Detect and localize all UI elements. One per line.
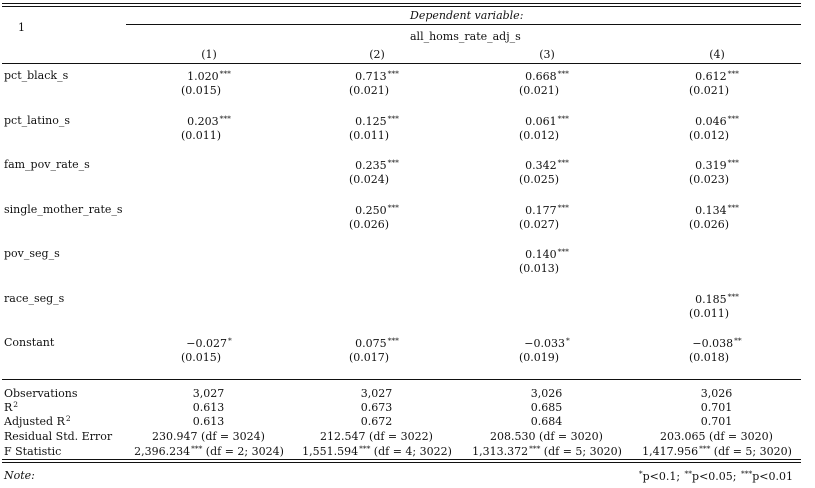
standard-error-cell: (0.025) <box>518 173 560 186</box>
standard-error-cell: (0.015) <box>180 351 222 364</box>
coefficient-cell <box>292 159 462 171</box>
standard-error-cell: (0.011) <box>348 129 390 142</box>
coefficient-value: −0.027 <box>186 337 227 350</box>
caption-rule <box>126 24 801 25</box>
standard-error-cell: (0.021) <box>688 84 730 97</box>
significance-stars: *** <box>727 158 739 167</box>
coefficient-cell <box>632 337 802 349</box>
statistic-label <box>4 387 79 399</box>
coefficient-value: 0.061 <box>525 115 557 128</box>
statistic-value: 1,417.956 <box>642 445 699 458</box>
coefficient-cell <box>292 248 462 260</box>
coefficient-cell <box>292 115 462 127</box>
statistic-label-text: F Statistic <box>4 445 62 458</box>
coefficient-value: 0.075 <box>355 337 387 350</box>
statistic-cell <box>632 415 802 427</box>
statistic-value: 0.672 <box>360 415 393 428</box>
column-header: (3) <box>539 48 555 61</box>
standard-error-cell: (0.024) <box>348 173 390 186</box>
coefficient-value: 0.185 <box>695 293 727 306</box>
standard-error-cell: (0.023) <box>688 173 730 186</box>
standard-error-cell: (0.013) <box>518 262 560 275</box>
statistic-label <box>4 445 62 457</box>
significance-stars: *** <box>727 292 739 301</box>
note-label: Note: <box>4 469 35 482</box>
statistic-value: 1,551.594 <box>302 445 359 458</box>
statistic-label-text: R <box>4 401 13 414</box>
statistic-label-text: Residual Std. Error <box>4 430 113 443</box>
column-header: (2) <box>369 48 385 61</box>
significance-stars: * <box>565 336 570 345</box>
standard-error-cell: (0.021) <box>518 84 560 97</box>
statistic-value: 0.673 <box>360 401 393 414</box>
standard-error-cell: (0.017) <box>348 351 390 364</box>
significance-stars: ** <box>734 336 742 345</box>
significance-stars: *** <box>191 444 203 453</box>
statistic-cell <box>124 415 294 427</box>
coefficient-cell <box>292 204 462 216</box>
statistic-cell <box>292 387 462 399</box>
coefficient-cell <box>632 293 802 305</box>
significance-note <box>638 470 793 482</box>
statistic-cell <box>124 387 294 399</box>
statistic-cell <box>632 445 802 457</box>
standard-error-cell: (0.026) <box>348 218 390 231</box>
row-label: race_seg_s <box>4 292 65 305</box>
statistic-df: (df = 4; 3022) <box>370 445 452 458</box>
corner-label: 1 <box>18 21 25 34</box>
statistic-value: 1,313.372 <box>472 445 529 458</box>
standard-error-cell: (0.015) <box>180 84 222 97</box>
coefficient-value: 0.342 <box>525 159 557 172</box>
statistic-label <box>4 415 71 427</box>
coefficient-cell <box>292 337 462 349</box>
coefficient-value: −0.033 <box>524 337 565 350</box>
statistic-label-superscript: 2 <box>13 400 19 409</box>
header-rule <box>2 63 801 64</box>
row-label: fam_pov_rate_s <box>4 158 90 171</box>
coefficient-cell <box>124 159 294 171</box>
significance-stars: * <box>227 336 232 345</box>
coefficient-cell <box>292 70 462 82</box>
coefficient-cell <box>632 204 802 216</box>
standard-error-cell: (0.019) <box>518 351 560 364</box>
note-text: p<0.01 <box>752 470 793 483</box>
coefficient-cell <box>124 204 294 216</box>
row-label: pct_black_s <box>4 69 69 82</box>
standard-error-cell: (0.027) <box>518 218 560 231</box>
top-rule <box>2 3 801 4</box>
standard-error-cell: (0.012) <box>518 129 560 142</box>
statistic-cell <box>462 430 632 442</box>
statistic-value: 0.701 <box>700 401 733 414</box>
statistic-cell <box>462 415 632 427</box>
coefficient-value: 0.134 <box>695 204 727 217</box>
coefficient-value: 0.177 <box>525 204 557 217</box>
standard-error-cell: (0.018) <box>688 351 730 364</box>
row-label: pct_latino_s <box>4 114 70 127</box>
coefficient-cell <box>292 293 462 305</box>
coefficient-cell <box>632 248 802 260</box>
row-label: single_mother_rate_s <box>4 203 123 216</box>
stats-rule <box>2 379 801 380</box>
significance-stars: *** <box>387 69 399 78</box>
coefficient-cell <box>632 159 802 171</box>
coefficient-cell <box>632 115 802 127</box>
statistic-cell <box>124 445 294 457</box>
statistic-cell <box>292 445 462 457</box>
significance-stars: *** <box>557 247 569 256</box>
statistic-value: 0.701 <box>700 415 733 428</box>
coefficient-value: 0.612 <box>695 70 727 83</box>
coefficient-cell <box>124 248 294 260</box>
coefficient-cell <box>462 293 632 305</box>
note-text: p<0.1; <box>642 470 684 483</box>
significance-stars: *** <box>387 158 399 167</box>
note-stars: * <box>638 469 643 478</box>
statistic-df: (df = 5; 3020) <box>710 445 792 458</box>
coefficient-value: 0.668 <box>525 70 557 83</box>
standard-error-cell: (0.012) <box>688 129 730 142</box>
standard-error-cell: (0.011) <box>688 307 730 320</box>
significance-stars: *** <box>557 114 569 123</box>
note-stars: *** <box>740 469 753 478</box>
coefficient-value: 0.235 <box>355 159 387 172</box>
significance-stars: *** <box>387 336 399 345</box>
coefficient-cell <box>124 293 294 305</box>
statistic-value: 212.547 (df = 3022) <box>320 430 433 443</box>
coefficient-cell <box>124 337 294 349</box>
statistic-label <box>4 430 113 442</box>
significance-stars: *** <box>557 203 569 212</box>
statistic-value: 203.065 (df = 3020) <box>660 430 773 443</box>
coefficient-value: 1.020 <box>187 70 219 83</box>
statistic-value: 0.684 <box>530 415 563 428</box>
bottom-rule <box>2 459 801 460</box>
coefficient-value: 0.046 <box>695 115 727 128</box>
statistic-value: 3,026 <box>700 387 733 400</box>
statistic-value: 3,027 <box>360 387 393 400</box>
statistic-label-text: Adjusted R <box>4 415 65 428</box>
significance-stars: *** <box>727 203 739 212</box>
coefficient-value: 0.713 <box>355 70 387 83</box>
significance-stars: *** <box>727 114 739 123</box>
statistic-value: 2,396.234 <box>134 445 191 458</box>
statistic-value: 3,026 <box>530 387 563 400</box>
coefficient-cell <box>462 115 632 127</box>
statistic-cell <box>292 401 462 413</box>
dependent-variable-caption: Dependent variable: <box>410 9 524 22</box>
significance-stars: *** <box>219 69 231 78</box>
statistic-df: (df = 5; 3020) <box>540 445 622 458</box>
statistic-label-text: Observations <box>4 387 78 400</box>
significance-stars: *** <box>359 444 371 453</box>
dependent-variable-name: all_homs_rate_adj_s <box>410 30 521 43</box>
standard-error-cell: (0.021) <box>348 84 390 97</box>
coefficient-value: 0.319 <box>695 159 727 172</box>
coefficient-cell <box>462 70 632 82</box>
bottom-rule-second <box>2 462 801 463</box>
statistic-cell <box>632 387 802 399</box>
note-stars: ** <box>684 469 693 478</box>
statistic-df: (df = 2; 3024) <box>202 445 284 458</box>
coefficient-cell <box>462 159 632 171</box>
statistic-cell <box>632 430 802 442</box>
significance-stars: *** <box>557 69 569 78</box>
significance-stars: *** <box>387 114 399 123</box>
row-label: Constant <box>4 336 55 349</box>
statistic-value: 3,027 <box>192 387 225 400</box>
statistic-cell <box>124 430 294 442</box>
row-label: pov_seg_s <box>4 247 60 260</box>
significance-stars: *** <box>219 114 231 123</box>
significance-stars: *** <box>699 444 711 453</box>
significance-stars: *** <box>529 444 541 453</box>
coefficient-cell <box>124 115 294 127</box>
column-header: (1) <box>201 48 217 61</box>
coefficient-value: −0.038 <box>692 337 734 350</box>
statistic-value: 0.685 <box>530 401 563 414</box>
coefficient-value: 0.203 <box>187 115 219 128</box>
statistic-label <box>4 401 18 413</box>
coefficient-cell <box>124 70 294 82</box>
significance-stars: *** <box>557 158 569 167</box>
coefficient-value: 0.125 <box>355 115 387 128</box>
coefficient-cell <box>462 204 632 216</box>
coefficient-cell <box>632 70 802 82</box>
top-rule-second <box>2 6 801 7</box>
statistic-cell <box>462 387 632 399</box>
statistic-cell <box>462 401 632 413</box>
statistic-cell <box>632 401 802 413</box>
coefficient-value: 0.250 <box>355 204 387 217</box>
note-text: p<0.05; <box>692 470 740 483</box>
coefficient-cell <box>462 248 632 260</box>
statistic-label-superscript: 2 <box>65 414 71 423</box>
statistic-value: 208.530 (df = 3020) <box>490 430 603 443</box>
standard-error-cell: (0.011) <box>180 129 222 142</box>
statistic-cell <box>124 401 294 413</box>
coefficient-cell <box>462 337 632 349</box>
statistic-value: 0.613 <box>192 415 225 428</box>
statistic-cell <box>292 415 462 427</box>
significance-stars: *** <box>387 203 399 212</box>
significance-stars: *** <box>727 69 739 78</box>
coefficient-value: 0.140 <box>525 248 557 261</box>
statistic-cell <box>292 430 462 442</box>
standard-error-cell: (0.026) <box>688 218 730 231</box>
statistic-cell <box>462 445 632 457</box>
column-header: (4) <box>709 48 725 61</box>
statistic-value: 0.613 <box>192 401 225 414</box>
statistic-value: 230.947 (df = 3024) <box>152 430 265 443</box>
